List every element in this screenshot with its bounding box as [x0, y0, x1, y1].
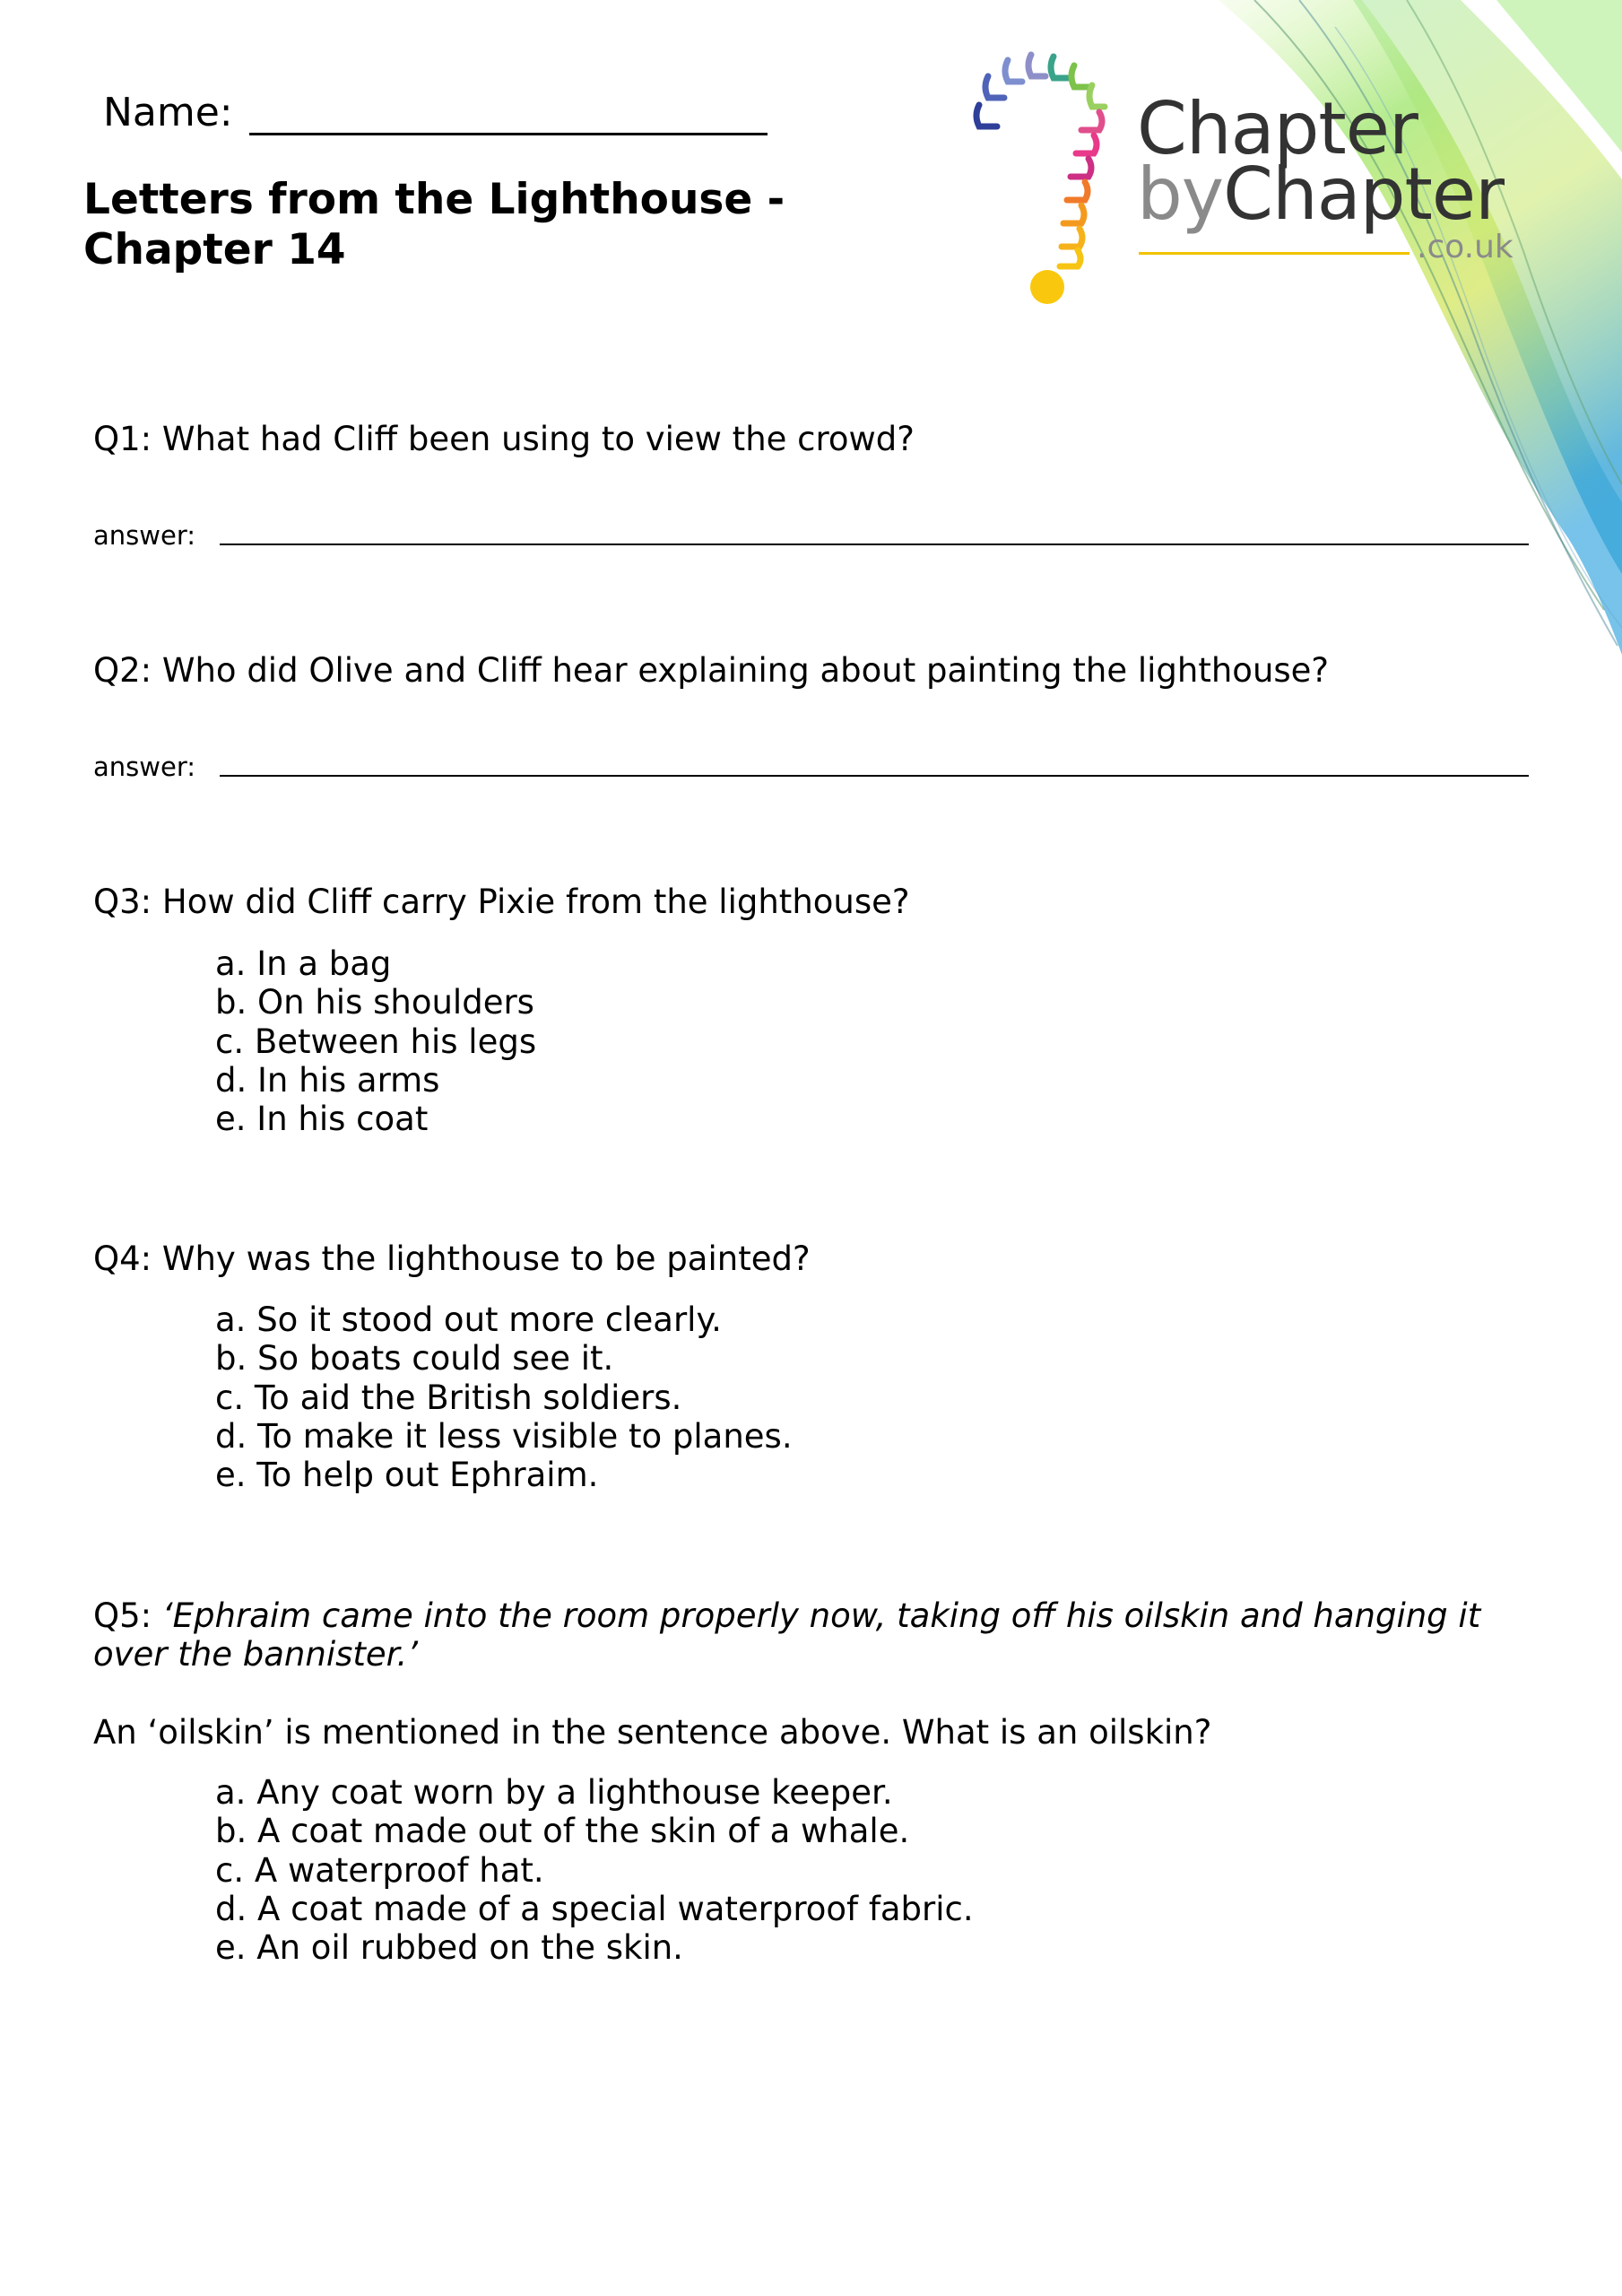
- page-title: [83, 175, 819, 275]
- option-item[interactable]: d. To make it less visible to planes.: [215, 1416, 793, 1456]
- option-item[interactable]: d. A coat made of a special waterproof fabric.: [215, 1889, 974, 1928]
- question-5-quote-line-2: over the bannister.’: [93, 1635, 418, 1674]
- option-item[interactable]: c. A waterproof hat.: [215, 1850, 544, 1890]
- logo-line-2: [1137, 152, 1504, 236]
- question-2-answer-line[interactable]: [220, 775, 1529, 777]
- option-item[interactable]: e. To help out Ephraim.: [215, 1456, 599, 1495]
- book-arc-icon: [968, 49, 1139, 318]
- logo-word-chapter-2: Chapter: [1223, 152, 1504, 236]
- name-label: Name:: [103, 90, 233, 135]
- question-1-text: Q1: What had Cliff been using to view the crowd?: [93, 420, 915, 458]
- option-item[interactable]: a. So it stood out more clearly.: [215, 1300, 722, 1339]
- option-item[interactable]: d. In his arms: [215, 1060, 440, 1100]
- logo-word-chapter: Chapter: [1137, 87, 1418, 170]
- question-4-text: Q4: Why was the lighthouse to be painted?: [93, 1239, 811, 1278]
- logo-rule: [1139, 252, 1409, 255]
- question-5-prefix: Q5:: [93, 1596, 162, 1635]
- question-2-text: Q2: Who did Olive and Cliff hear explaining about painting the lighthouse?: [93, 651, 1330, 690]
- option-item[interactable]: b. So boats could see it.: [215, 1339, 614, 1378]
- option-item[interactable]: a. Any coat worn by a lighthouse keeper.: [215, 1773, 893, 1812]
- question-5-options: [215, 1773, 974, 1967]
- question-4-options: [215, 1300, 793, 1494]
- option-item[interactable]: a. In a bag: [215, 944, 392, 983]
- option-item[interactable]: c. To aid the British soldiers.: [215, 1378, 682, 1417]
- question-1-answer-label: answer:: [93, 520, 196, 551]
- option-item[interactable]: e. In his coat: [215, 1100, 429, 1139]
- question-5-quote-line-1: ‘Ephraim came into the room properly now, taking off his oilskin and hanging it: [161, 1596, 1481, 1635]
- option-item[interactable]: c. Between his legs: [215, 1022, 537, 1061]
- title-line-2: Chapter 14: [83, 225, 346, 274]
- question-5-text: [93, 1596, 1480, 1636]
- option-item[interactable]: b. A coat made out of the skin of a whale.: [215, 1812, 910, 1851]
- question-3-options: [215, 944, 536, 1138]
- name-blank-line[interactable]: [249, 90, 768, 135]
- title-line-1: Letters from the Lighthouse -: [83, 175, 785, 224]
- question-5-prompt: An ‘oilskin’ is mentioned in the sentence above. What is an oilskin?: [93, 1713, 1212, 1752]
- logo-word-by: by: [1137, 152, 1224, 236]
- name-field: [103, 90, 768, 135]
- question-2-answer-label: answer:: [93, 752, 196, 782]
- logo-domain: .co.uk: [1417, 229, 1514, 265]
- option-item[interactable]: b. On his shoulders: [215, 983, 534, 1022]
- chapter-by-chapter-logo: [968, 49, 1542, 318]
- question-1-answer-line[interactable]: [220, 544, 1529, 545]
- question-3-text: Q3: How did Cliff carry Pixie from the lighthouse?: [93, 883, 910, 921]
- option-item[interactable]: e. An oil rubbed on the skin.: [215, 1928, 683, 1968]
